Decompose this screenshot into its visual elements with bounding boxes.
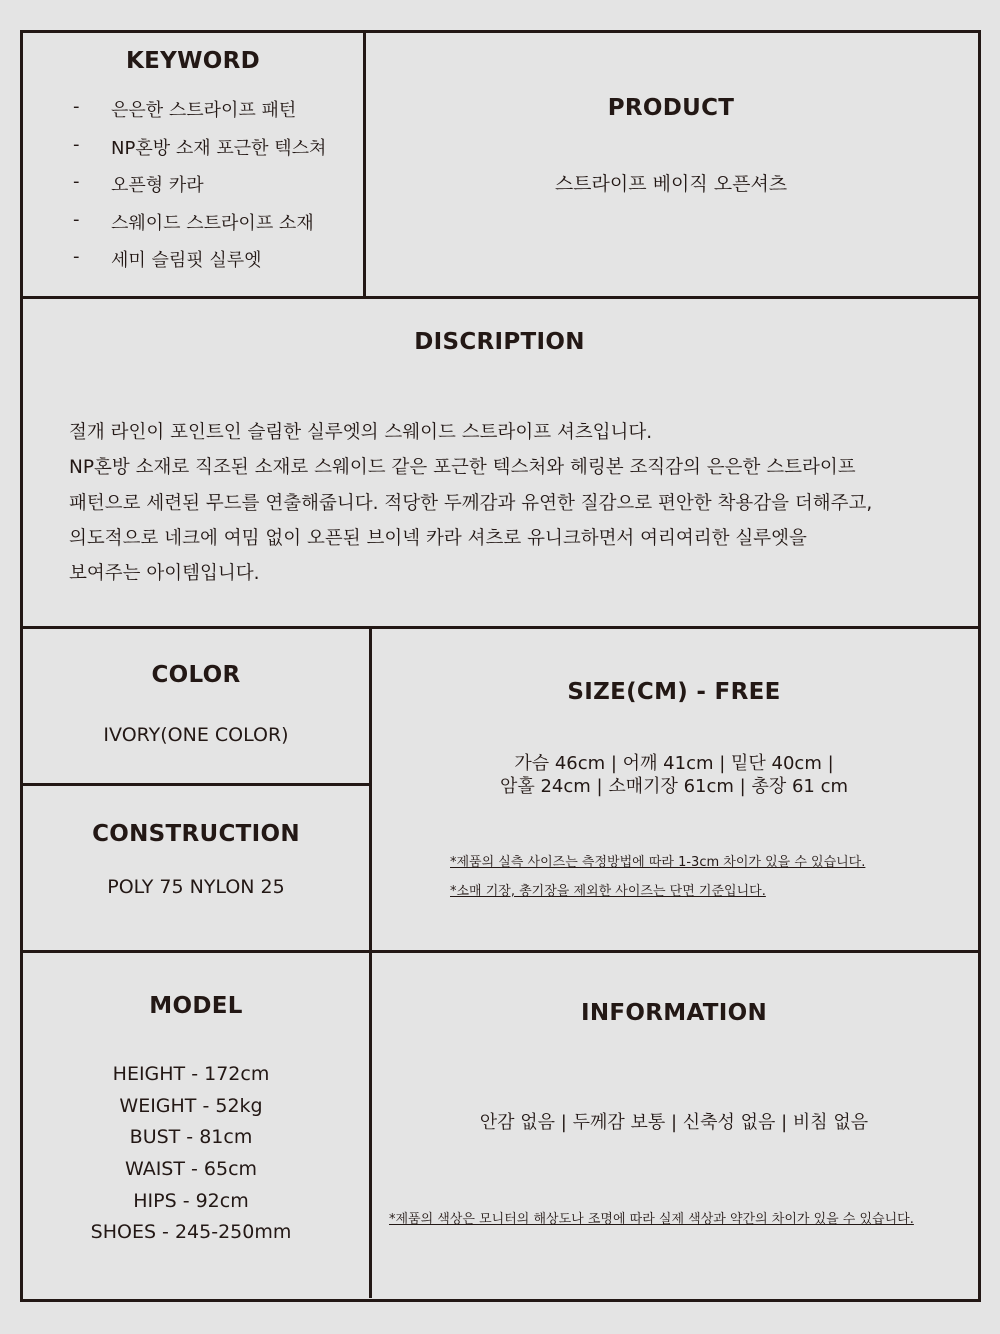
description-line: 절개 라인이 포인트인 슬림한 실루엣의 스웨이드 스트라이프 셔츠입니다. — [69, 422, 653, 443]
list-item: - 오픈형 카라 — [73, 171, 204, 196]
model-item: WEIGHT - 52kg — [119, 1094, 263, 1117]
product-section — [366, 33, 976, 296]
color-value: IVORY(ONE COLOR) — [103, 724, 289, 746]
description-line: 패턴으로 세련된 무드를 연출해줍니다. 적당한 두께감과 유연한 질감으로 편안한 착용감을 더해주고, — [69, 492, 873, 514]
model-title: MODEL — [149, 993, 243, 1019]
construction-section — [23, 786, 369, 950]
size-section — [372, 629, 976, 950]
model-item: SHOES - 245-250mm — [90, 1221, 292, 1244]
keyword-section — [23, 33, 363, 296]
keyword-title: KEYWORD — [125, 48, 260, 74]
size-measurements-line2: 암홀 24cm | 소매기장 61cm | 총장 61 cm — [499, 776, 848, 797]
description-body — [69, 418, 872, 594]
information-section — [372, 953, 976, 1296]
information-note-color: *제품의 색상은 모니터의 해상도나 조명에 따라 실제 색상과 약간의 차이가 있을 수 있습니다. — [389, 1212, 914, 1227]
dash-bullet: - — [73, 171, 80, 192]
color-title: COLOR — [151, 662, 241, 688]
list-item: - NP혼방 소재 포근한 텍스쳐 — [73, 133, 327, 159]
description-line: NP혼방 소재로 직조된 소재로 스웨이드 같은 포근한 텍스처와 헤링본 조직감의 은은한 스트라이프 — [69, 457, 856, 479]
size-note-basis: *소매 기장, 총기장을 제외한 사이즈는 단면 기준입니다. — [450, 884, 766, 899]
description-title: DISCRIPTION — [414, 329, 585, 355]
model-item: HIPS - 92cm — [133, 1189, 249, 1212]
description-line: 보여주는 아이템입니다. — [69, 563, 260, 585]
list-item: - 세미 슬림핏 실루엣 — [73, 246, 262, 271]
list-item: - 은은한 스트라이프 패턴 — [73, 96, 297, 121]
product-title: PRODUCT — [607, 95, 735, 121]
description-line: 의도적으로 네크에 여밈 없이 오픈된 브이넥 카라 셔츠로 유니크하면서 여리여리한 실루엣을 — [69, 527, 807, 549]
construction-title: CONSTRUCTION — [92, 821, 300, 847]
model-item: BUST - 81cm — [129, 1126, 253, 1149]
construction-value: POLY 75 NYLON 25 — [107, 876, 285, 898]
model-measurements — [23, 1063, 359, 1253]
dash-bullet: - — [73, 208, 80, 230]
dash-bullet: - — [73, 133, 80, 155]
information-title: INFORMATION — [580, 1000, 768, 1026]
size-measurements-line1: 가슴 46cm | 어깨 41cm | 밑단 40cm | — [514, 753, 834, 774]
model-item: WAIST - 65cm — [124, 1158, 258, 1181]
model-item: HEIGHT - 172cm — [112, 1063, 270, 1085]
dash-bullet: - — [73, 96, 80, 117]
information-value: 안감 없음 | 두께감 보통 | 신축성 없음 | 비침 없음 — [479, 1112, 869, 1133]
size-title: SIZE(CM) - FREE — [567, 679, 781, 705]
size-note-measurement: *제품의 실측 사이즈는 측정방법에 따라 1-3cm 차이가 있을 수 있습니다. — [450, 855, 866, 870]
product-name: 스트라이프 베이직 오픈셔츠 — [554, 173, 788, 195]
keyword-list — [73, 96, 326, 284]
list-item: - 스웨이드 스트라이프 소재 — [73, 208, 314, 234]
dash-bullet: - — [73, 246, 80, 267]
color-section — [23, 629, 369, 783]
